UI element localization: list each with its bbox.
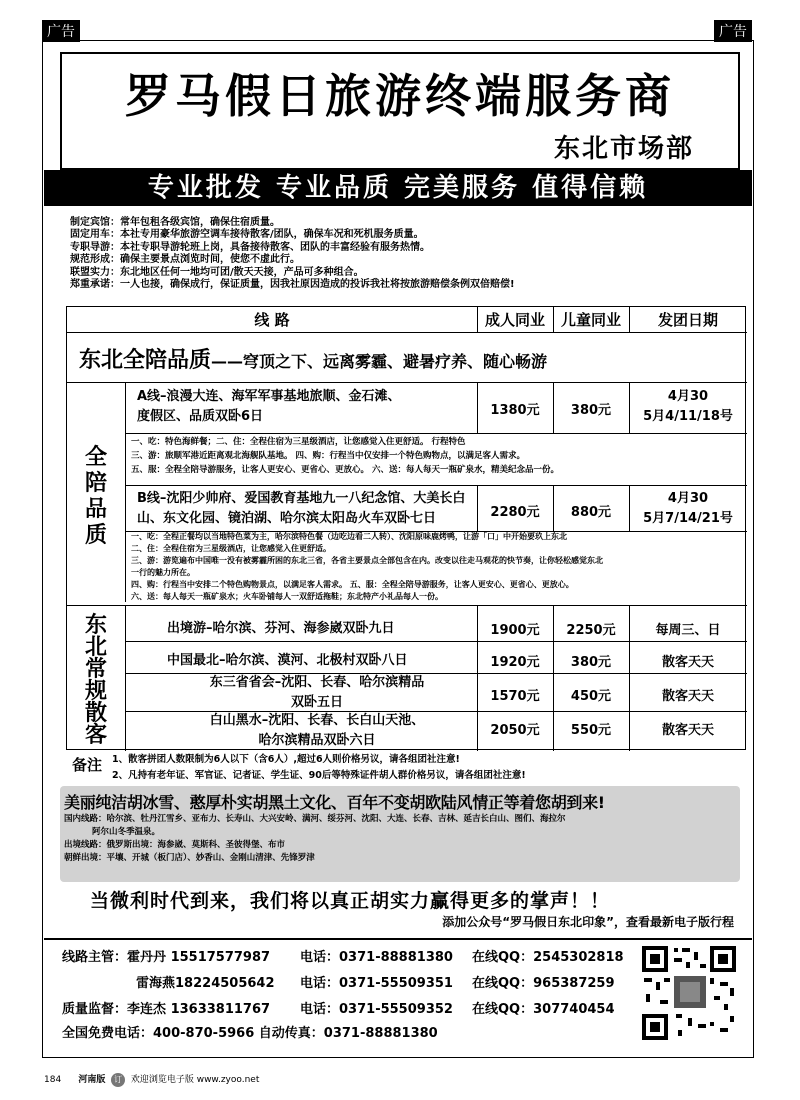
header-adult: 成人同业: [477, 307, 553, 333]
divider: [67, 382, 747, 383]
header-route: 线 路: [67, 307, 477, 333]
header-child: 儿童同业: [553, 307, 629, 333]
divider: [629, 307, 630, 333]
feature-item: 郑重承诺：一人也接，确保成行，保证质量，因我社原因造成的投诉我社将按旅游赔偿条例双倍赔偿!: [70, 279, 515, 291]
contact-row: 雷海燕18224505642: [136, 976, 275, 991]
divider: [125, 605, 126, 751]
contact-row: 线路主管：霍丹丹 15517577987: [62, 950, 271, 965]
divider: [629, 485, 630, 531]
header-date: 发团日期: [629, 307, 747, 333]
group-label-regular: 东 北 常 规 散 客: [84, 613, 107, 748]
company-title: 罗马假日旅游终端服务商: [125, 69, 675, 123]
tagline: 当微利时代到来，我们将以真正胡实力赢得更多的掌声！！: [90, 890, 611, 912]
regular-row-date: 散客天天: [661, 723, 714, 738]
divider: [629, 382, 630, 433]
promo-title: 美丽纯洁胡冰雪、憨厚朴实胡黑土文化、百年不变胡欧陆风情正等着您胡到来!: [64, 793, 605, 812]
notes-text: 1、散客拼团人数限制为6人以下（含6人）,超过6人则价格另议，请各组团社注意! 2、凡持有老年证、军官证、记者证、学生证、90后等特殊证件胡人群价格另议，请各组团社注意!: [112, 754, 526, 781]
price-table: [66, 306, 746, 750]
feature-item: 固定用车：本社专用豪华旅游空调车接待散客/团队，确保车况和死机服务质量。: [70, 229, 424, 241]
regular-row-child: 2250元: [566, 623, 616, 638]
badge-icon: 订: [111, 1073, 125, 1087]
contact-phone: 电话：0371-55509351: [300, 976, 453, 991]
contact-row: 质量监督：李连杰 13633811767: [62, 1002, 271, 1017]
line-a-adult-price: 1380元: [490, 403, 540, 418]
feature-item: 联盟实力：东北地区任何一地均可团/散天天接，产品可多种组合。: [70, 266, 364, 278]
follow-account: 添加公众号“罗马假日东北印象”，查看最新电子版行程: [442, 915, 734, 929]
contact-phone: 电话：0371-55509352: [300, 1002, 453, 1017]
regular-row-route: 出境游–哈尔滨、芬河、海参崴双卧九日: [167, 621, 395, 636]
header-box: [60, 52, 740, 170]
line-b-child-price: 880元: [570, 505, 612, 520]
notes-label: 备注: [72, 756, 103, 774]
regular-row-adult: 1570元: [490, 689, 540, 704]
regular-row-date: 散客天天: [661, 655, 714, 670]
line-a-details: 一、吃：特色海鲜餐；二、住：全程住宿为三星级酒店，让您感觉入住更舒适。 行程特色 三、游：旅顺军港近距离观北海舰队基地。 四、购：行程当中仅安排一个特色购物点，以满足客人需求。 五、服：全程全陪导游服务，让客人更安心、更省心、更放心。 六、送：每人每天一瓶矿泉水，精美纪念品一份。: [131, 437, 559, 475]
divider: [553, 382, 554, 433]
line-a-route: A线–浪漫大连、海军军事基地旅顺、金石滩、 度假区、品质双卧6日: [137, 389, 401, 424]
divider: [477, 382, 478, 433]
hotline: 全国免费电话：400-870-5966 自动传真：0371-88881380: [62, 1026, 438, 1041]
line-b-adult-price: 2280元: [490, 505, 540, 520]
ad-label-right: 广告: [714, 20, 752, 42]
divider: [477, 307, 478, 333]
regular-row-adult: 1920元: [490, 655, 540, 670]
department-name: 东北市场部: [553, 134, 694, 164]
ad-label-left: 广告: [42, 20, 80, 42]
divider: [125, 485, 747, 486]
footer-text: 欢迎浏览电子版 www.zyoo.net: [130, 1075, 260, 1085]
divider: [125, 641, 747, 642]
qr-code: [640, 944, 738, 1042]
promo-lines: 国内线路：哈尔滨、牡丹江雪乡、亚布力、长寿山、大兴安岭、满河、绥芬河、沈阳、大连、长春、吉林、延吉长白山、图们、海拉尔 阿尔山冬季温泉。 出境线路：俄罗斯出境：海参崴、莫斯科、圣彼得堡、布市 朝鲜出境：平壤、开城（板门店）、妙香山、金刚山清津、先锋罗津: [64, 814, 566, 863]
regular-row-child: 550元: [570, 723, 612, 738]
regular-row-route: 中国最北–哈尔滨、漠河、北极村双卧八日: [167, 653, 408, 668]
divider: [553, 307, 554, 333]
line-b-dates: 4月30 5月7/14/21号: [643, 491, 733, 526]
regular-row-child: 380元: [570, 655, 612, 670]
page-number: 184: [44, 1075, 62, 1085]
regular-row-date: 每周三、日: [655, 623, 721, 638]
contact-qq: 在线QQ：965387259: [472, 976, 615, 991]
feature-item: 专职导游：本社专职导游轮班上岗，具备接待散客、团队的丰富经验有服务热情。: [70, 241, 430, 253]
line-a-dates: 4月30 5月4/11/18号: [643, 389, 733, 424]
divider: [125, 382, 126, 602]
divider: [67, 605, 747, 606]
regular-row-child: 450元: [570, 689, 612, 704]
page-footer: [44, 1072, 259, 1087]
regular-row-route: 东三省省会–沈阳、长春、哈尔滨精品 双卧五日: [209, 675, 425, 710]
slogan-bar: 专业批发 专业品质 完美服务 值得信赖: [44, 170, 752, 206]
line-b-route: B线–沈阳少帅府、爱国教育基地九一八纪念馆、大美长白 山、东文化园、镜泊湖、哈尔滨太阳岛火车双卧七日: [137, 491, 466, 526]
divider: [477, 485, 478, 531]
contact-qq: 在线QQ：307740454: [472, 1002, 615, 1017]
divider: [553, 485, 554, 531]
promo-box: [60, 786, 740, 882]
group-label-full-escort: 全 陪 品 质: [84, 445, 107, 548]
regular-row-adult: 1900元: [490, 623, 540, 638]
regular-row-date: 散客天天: [661, 689, 714, 704]
edition: 河南版: [78, 1075, 106, 1085]
feature-item: 制定宾馆：常年包租各级宾馆，确保住宿质量。: [70, 217, 280, 228]
line-b-details: 一、吃：全程正餐均以当地特色菜为主，哈尔滨特色餐（边吃边看二人转）、沈阳原味鹿烤鸭，让游「口」中开始要玖上东北 二、住：全程住宿为三星级酒店，让您感觉入住更舒适。 三、游：游览遍布中国唯一没有被雾霾所困的东北三省，各省主要景点全部包含在内。改变以往走马观花的快节奏，让你轻松感觉东北 一行的魅力所在。 四、购：行程当中安排二个特色购物景点，以满足客人需求。 五、服：全程全陪导游服务，让客人更安心、更省心、更放心。 六、送：每人每天一瓶矿泉水；火车卧铺每人一双舒适拖鞋；东北特产小礼品每人一份。: [131, 532, 603, 601]
regular-row-adult: 2050元: [490, 723, 540, 738]
contact-qq: 在线QQ：2545302818: [472, 950, 624, 965]
features-list: [70, 217, 515, 291]
divider: [125, 433, 747, 434]
feature-item: 规范形成：确保主要景点浏览时间，使您不虚此行。: [70, 254, 300, 266]
section-title: 东北全陪品质——穹顶之下、远离雾霾、避暑疗养、随心畅游: [79, 348, 548, 373]
regular-row-route: 白山黑水–沈阳、长春、长白山天池、 哈尔滨精品双卧六日: [209, 713, 425, 748]
contact-phone: 电话：0371-88881380: [300, 950, 453, 965]
line-a-child-price: 380元: [570, 403, 612, 418]
